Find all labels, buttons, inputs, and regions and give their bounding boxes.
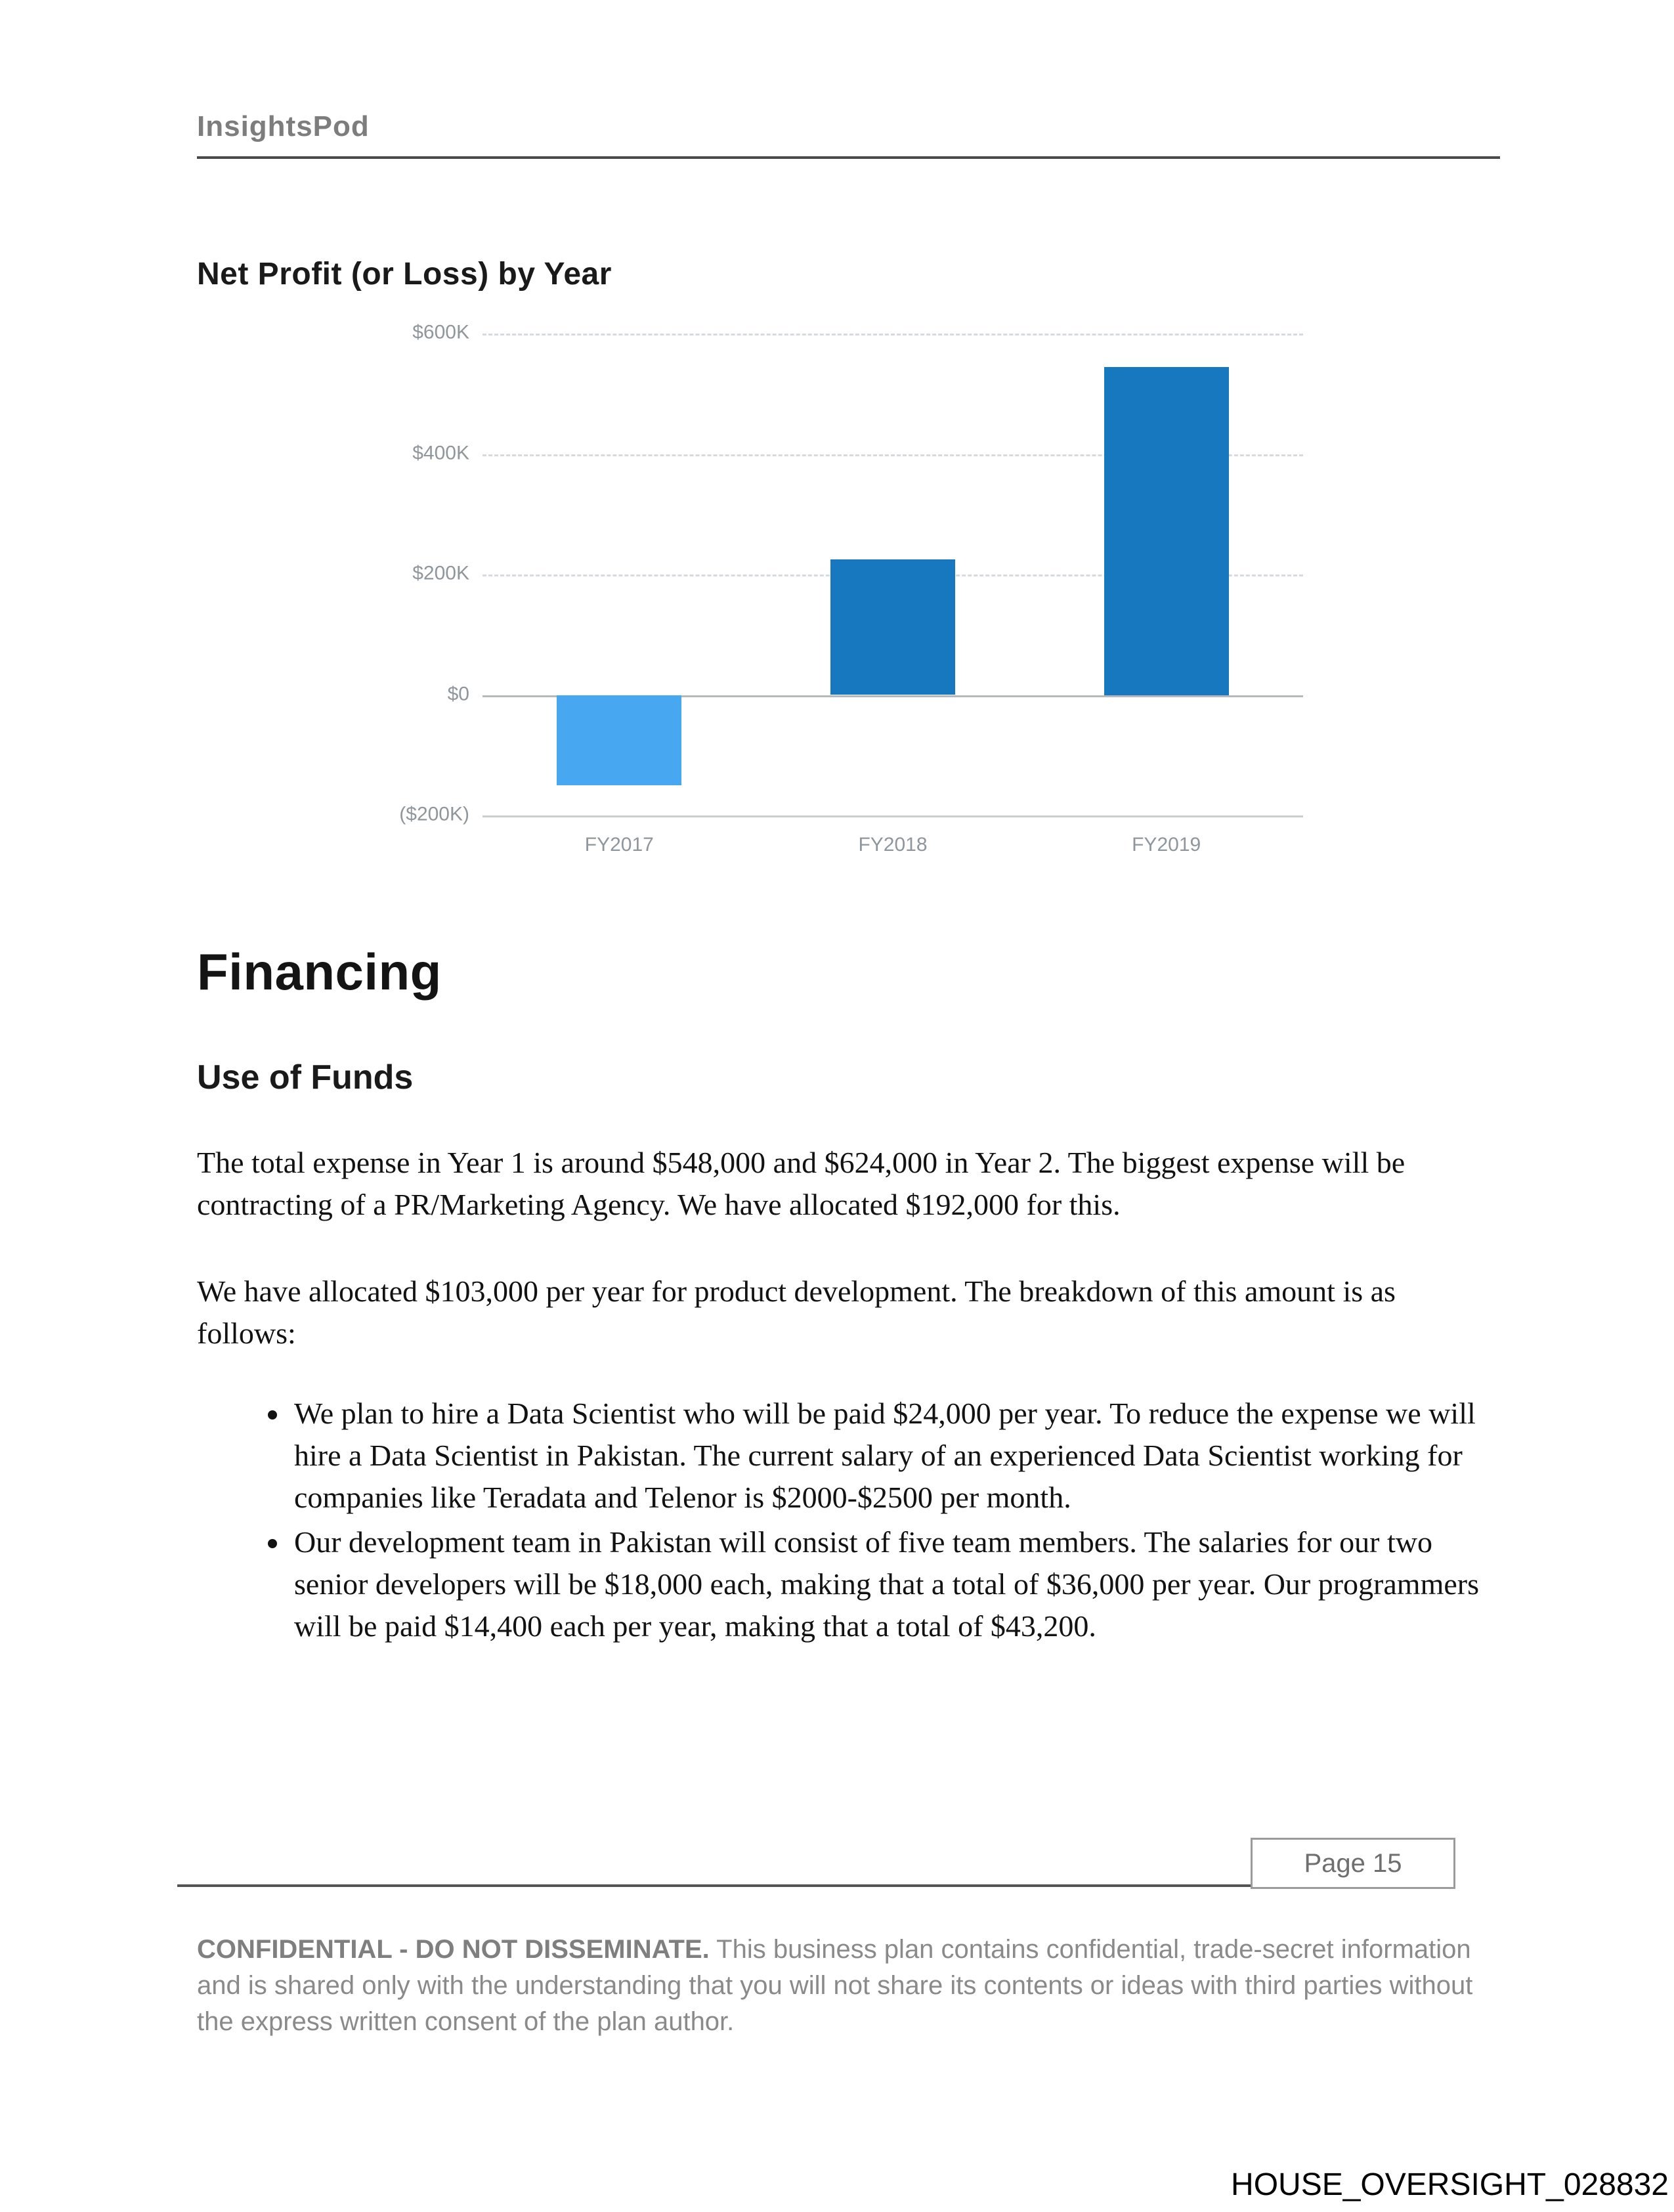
financing-heading: Financing: [197, 943, 442, 1001]
gridline: [483, 334, 1303, 336]
use-of-funds-heading: Use of Funds: [197, 1058, 414, 1096]
bullet-development-team: • Our development team in Pakistan will consist of five team members. The salaries for our two senior developers will be $18,000 each, making that a total of $36,000 per year. Our programmers will be paid $14,400 each per year, making that a total of $43,200.: [290, 1521, 1500, 1647]
net-profit-chart: [399, 321, 1306, 867]
x-axis-label: FY2017: [584, 834, 654, 856]
y-axis-label: $0: [447, 682, 469, 705]
bar-FY2019: [1104, 367, 1229, 695]
use-of-funds-bullets: [197, 1393, 1500, 1647]
paragraph-product-development: We have allocated $103,000 per year for product development. The breakdown of this amount is as follows:: [197, 1274, 1396, 1350]
content-area: [197, 0, 1500, 1650]
y-axis-label: $200K: [412, 562, 469, 584]
confidential-text: This business plan contains confidential, trade-secret information and is shared only with the understanding that you will not share its contents or ideas with third parties without the express written consent of the plan author.: [197, 1935, 1473, 2036]
footer-divider: [177, 1884, 1251, 1887]
x-axis-label: FY2019: [1132, 834, 1201, 856]
y-axis-label: $600K: [412, 321, 469, 343]
brand-header: InsightsPod: [197, 110, 370, 142]
paragraph-total-expense: The total expense in Year 1 is around $548,000 and $624,000 in Year 2. The biggest expense will be contracting of a PR/Marketing Agency. We have allocated $192,000 for this.: [197, 1146, 1406, 1221]
bar-FY2017: [557, 695, 681, 786]
confidential-notice: [197, 1932, 1500, 2040]
chart-plot: [399, 321, 1303, 856]
page-number: Page 15: [1304, 1848, 1402, 1878]
x-axis-label: FY2018: [858, 834, 928, 856]
confidential-label: CONFIDENTIAL - DO NOT DISSEMINATE.: [197, 1935, 710, 1964]
y-axis-label: $400K: [412, 441, 469, 464]
header-divider: [197, 156, 1500, 159]
gridline: [483, 815, 1303, 817]
page-number-box: [1251, 1838, 1455, 1889]
bullet-data-scientist: • We plan to hire a Data Scientist who will be paid $24,000 per year. To reduce the expense we will hire a Data Scientist in Pakistan. The current salary of an experienced Data Scientist working for companies like Teradata and Telenor is $2000-$2500 per month.: [290, 1393, 1500, 1519]
bar-FY2018: [830, 559, 955, 695]
y-axis-label: ($200K): [399, 803, 469, 825]
document-id-watermark: HOUSE_OVERSIGHT_028832: [1231, 2167, 1669, 2202]
chart-section-title: Net Profit (or Loss) by Year: [197, 257, 612, 292]
